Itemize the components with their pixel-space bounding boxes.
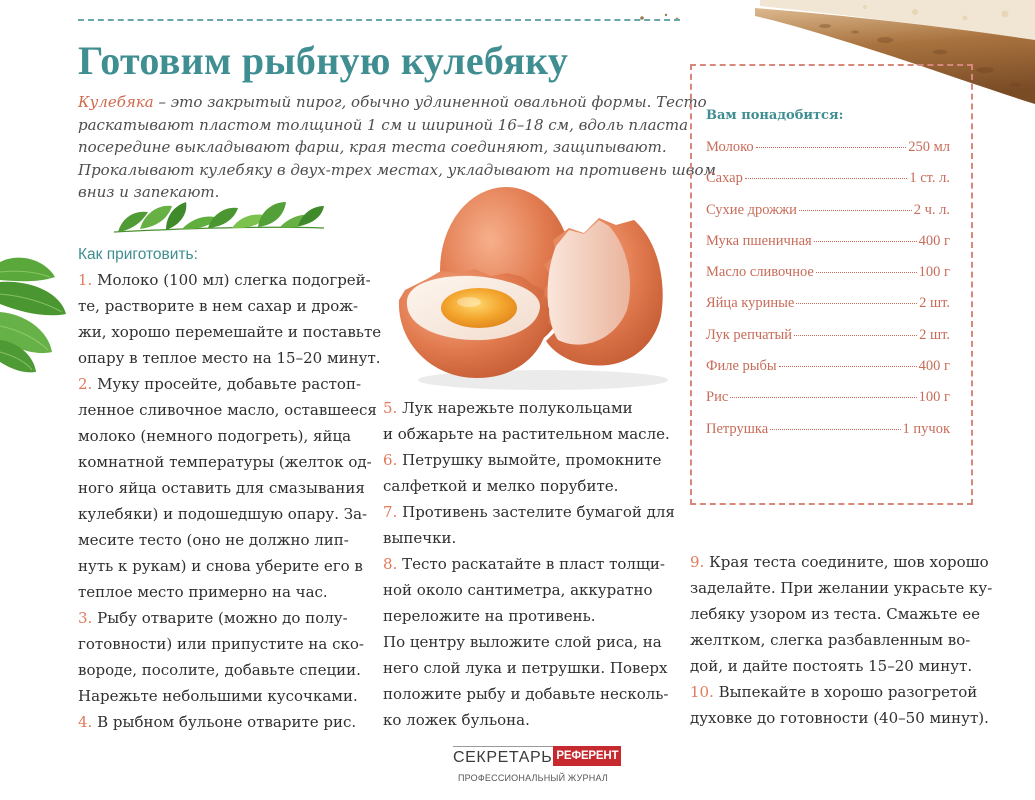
ingredient-amount: 1 ст. л. xyxy=(909,170,950,187)
step-line xyxy=(690,549,992,575)
step-line xyxy=(383,447,675,473)
ingredient-row xyxy=(706,320,950,351)
step-8 xyxy=(383,551,675,733)
step-text: Выпекайте в хорошо разогретой xyxy=(718,683,978,701)
step-line xyxy=(690,679,992,705)
step-number: 2. xyxy=(78,375,93,393)
ingredient-name: Мука пшеничная xyxy=(706,232,812,249)
dotted-leader xyxy=(796,303,917,304)
how-to-heading: Как приготовить: xyxy=(78,246,198,263)
step-line: заделайте. При желании украсьте ку- xyxy=(690,579,993,597)
step-line: нуть к рукам) и снова уберите его в xyxy=(78,557,363,575)
crumb-specks xyxy=(636,8,686,26)
steps-column-3 xyxy=(690,549,992,731)
step-number: 5. xyxy=(383,399,398,417)
ingredient-name: Масло сливочное xyxy=(706,264,814,281)
ingredient-name: Сахар xyxy=(706,170,743,187)
step-line: жи, хорошо перемешайте и поставьте xyxy=(78,323,382,341)
ingredient-amount: 400 г xyxy=(918,358,950,375)
steps-column-2 xyxy=(383,395,675,733)
step-line: ко ложек бульона. xyxy=(383,711,530,729)
step-line: ного яйца оставить для смазывания xyxy=(78,479,365,497)
ingredient-name: Петрушка xyxy=(706,420,769,437)
ingredient-row xyxy=(706,132,950,163)
page-title: Готовим рыбную кулебяку xyxy=(78,38,569,83)
step-line xyxy=(383,499,675,525)
step-line: комнатной температуры (желток од- xyxy=(78,453,372,471)
ingredient-row xyxy=(706,257,950,288)
step-text: Рыбу отварите (можно до полу- xyxy=(97,609,348,627)
step-text: Лук нарежьте полукольцами xyxy=(402,399,633,417)
step-1 xyxy=(78,267,381,371)
step-line: положите рыбу и добавьте несколь- xyxy=(383,685,669,703)
step-line: переложите на противень. xyxy=(383,607,596,625)
step-number: 7. xyxy=(383,503,398,521)
dotted-leader xyxy=(745,178,907,179)
ingredient-amount: 2 шт. xyxy=(919,295,950,312)
step-line xyxy=(383,395,675,421)
logo-part-2: РЕФЕРЕНТ xyxy=(553,746,621,766)
step-6 xyxy=(383,447,675,499)
step-line: него слой лука и петрушки. Поверх xyxy=(383,659,668,677)
dotted-leader xyxy=(816,272,917,273)
ingredient-amount: 250 мл xyxy=(908,139,950,155)
step-text: В рыбном бульоне отварите рис. xyxy=(97,713,357,731)
dotted-leader xyxy=(779,366,917,367)
step-number: 6. xyxy=(383,451,398,469)
step-line: и обжарьте на растительном масле. xyxy=(383,425,670,443)
step-line xyxy=(383,551,675,577)
step-number: 10. xyxy=(690,683,714,701)
step-text: Петрушку вымойте, промокните xyxy=(402,451,662,469)
ingredient-row xyxy=(706,382,950,413)
step-line: салфеткой и мелко порубите. xyxy=(383,477,619,495)
dotted-leader xyxy=(799,210,912,211)
ingredient-row xyxy=(706,226,950,257)
intro-line: вниз и запекают. xyxy=(78,183,220,202)
step-number: 1. xyxy=(78,271,93,289)
ingredient-name: Лук репчатый xyxy=(706,326,793,343)
eggs-photo xyxy=(393,180,675,395)
step-line: вороде, посолите, добавьте специи. xyxy=(78,661,361,679)
step-line xyxy=(78,709,381,735)
parsley-side-decoration xyxy=(0,252,70,374)
logo-part-1: СЕКРЕТАРЬ xyxy=(453,746,553,766)
step-line: кулебяки) и подошедшую опару. За- xyxy=(78,505,368,523)
step-line: те, растворите в нем сахар и дрож- xyxy=(78,297,359,315)
step-line: лебяку узором из теста. Смажьте ее xyxy=(690,605,981,623)
step-number: 4. xyxy=(78,713,93,731)
ingredients-heading: Вам понадобится: xyxy=(706,108,844,123)
step-line xyxy=(78,371,381,397)
step-line: опару в теплое место на 15–20 минут. xyxy=(78,349,381,367)
ingredient-amount: 100 г xyxy=(918,389,950,406)
step-line: готовности) или припустите на ско- xyxy=(78,635,364,653)
step-number: 8. xyxy=(383,555,398,573)
intro-term: Кулебяка xyxy=(78,93,154,111)
step-5 xyxy=(383,395,675,447)
steps-column-1 xyxy=(78,267,381,735)
ingredient-name: Филе рыбы xyxy=(706,358,777,375)
journal-logo xyxy=(453,746,621,766)
ingredient-amount: 1 пучок xyxy=(902,420,950,437)
step-line: По центру выложите слой риса, на xyxy=(383,633,662,651)
step-line xyxy=(78,267,381,293)
ingredient-amount: 2 шт. xyxy=(919,326,950,343)
step-4 xyxy=(78,709,381,735)
step-text: Тесто раскатайте в пласт толщи- xyxy=(402,555,665,573)
dotted-leader xyxy=(730,397,916,398)
ingredient-name: Рис xyxy=(706,389,729,406)
ingredient-row xyxy=(706,414,950,445)
ingredient-amount: 100 г xyxy=(918,264,950,281)
ingredient-amount: 400 г xyxy=(918,232,950,249)
step-3 xyxy=(78,605,381,709)
intro-line: Прокалывают кулебяку в двух-трех местах, укладывают на противень швом xyxy=(78,160,716,179)
step-line: духовке до готовности (40–50 минут). xyxy=(690,709,989,727)
ingredient-row xyxy=(706,195,950,226)
ingredient-row xyxy=(706,351,950,382)
top-dashed-divider xyxy=(78,19,680,21)
ingredient-name: Молоко xyxy=(706,139,754,155)
ingredient-row xyxy=(706,163,950,194)
step-text: Края теста соедините, шов хорошо xyxy=(709,553,989,571)
step-line: желтком, слегка разбавленным во- xyxy=(690,631,971,649)
ingredients-list xyxy=(706,132,950,445)
dotted-leader xyxy=(770,429,900,430)
ingredient-row xyxy=(706,288,950,319)
step-2 xyxy=(78,371,381,605)
logo-subtitle: ПРОФЕССИОНАЛЬНЫЙ ЖУРНАЛ xyxy=(458,773,608,783)
step-line: выпечки. xyxy=(383,529,457,547)
step-7 xyxy=(383,499,675,551)
ingredient-name: Яйца куриные xyxy=(706,295,795,312)
step-line: дой, и дайте постоять 15–20 минут. xyxy=(690,657,973,675)
step-line: теплое место примерно на час. xyxy=(78,583,328,601)
step-text: Муку просейте, добавьте растоп- xyxy=(97,375,362,393)
step-line: Нарежьте небольшими кусочками. xyxy=(78,687,358,705)
step-text: Молоко (100 мл) слегка подогрей- xyxy=(97,271,371,289)
step-10 xyxy=(690,679,992,731)
step-9 xyxy=(690,549,992,679)
step-line: молоко (немного подогреть), яйца xyxy=(78,427,352,445)
ingredient-name: Сухие дрожжи xyxy=(706,201,797,218)
step-line: ленное сливочное масло, оставшееся xyxy=(78,401,377,419)
ingredient-amount: 2 ч. л. xyxy=(913,201,950,218)
intro-line: посередине выкладывают фарш, края теста соединяют, защипывают. xyxy=(78,138,667,157)
step-line: месите тесто (оно не должно лип- xyxy=(78,531,349,549)
step-line xyxy=(78,605,381,631)
intro-line: раскатывают пластом толщиной 1 см и шириной 16–18 см, вдоль пласта xyxy=(78,115,689,134)
intro-line xyxy=(78,91,716,114)
step-text: Противень застелите бумагой для xyxy=(402,503,675,521)
dotted-leader xyxy=(814,241,917,242)
dotted-leader xyxy=(756,147,907,148)
dotted-leader xyxy=(794,335,917,336)
step-number: 9. xyxy=(690,553,705,571)
intro-text: – это закрытый пирог, обычно удлиненной овальной формы. Тесто xyxy=(153,93,707,111)
step-number: 3. xyxy=(78,609,93,627)
step-line: ной около сантиметра, аккуратно xyxy=(383,581,653,599)
